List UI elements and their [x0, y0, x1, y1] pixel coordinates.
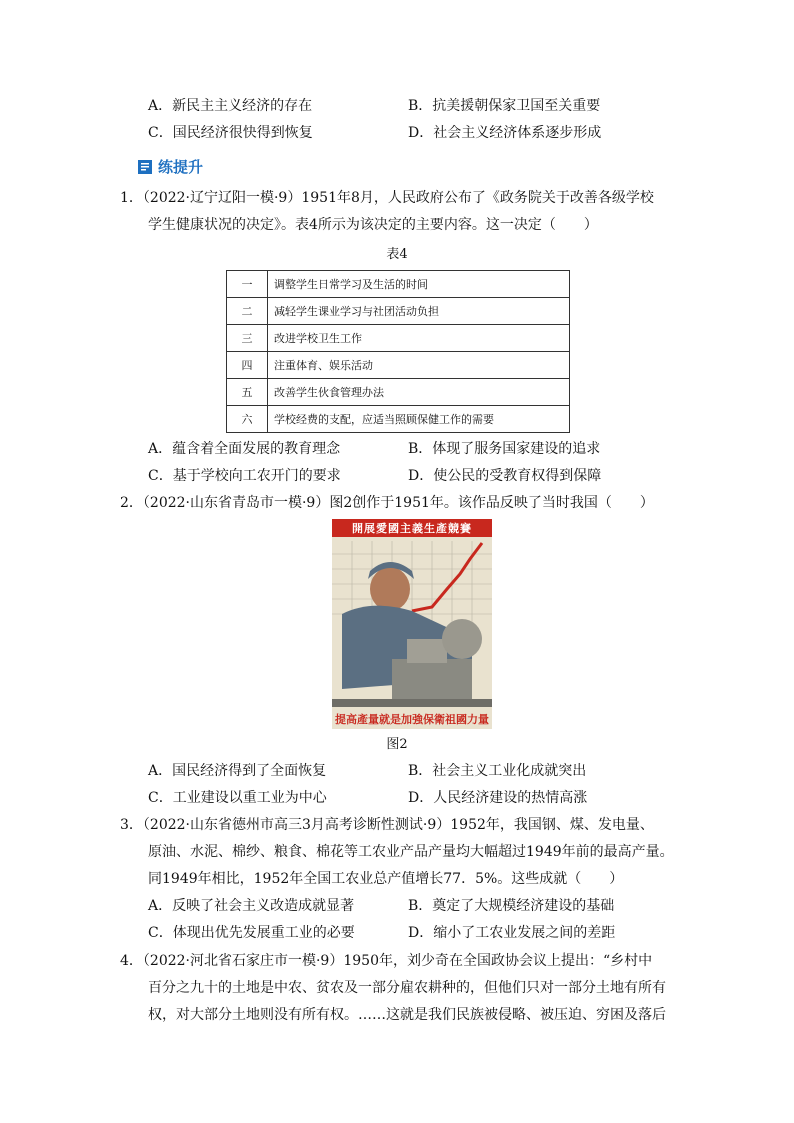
- table-row-number: 二: [227, 298, 268, 325]
- q2-option-a: A．国民经济得到了全面恢复: [148, 763, 327, 779]
- poster-top-slogan: 開展愛國主義生產競賽: [352, 522, 472, 535]
- q1-option-c: C．基于学校向工农开门的要求: [148, 468, 341, 484]
- table-row-number: 六: [227, 406, 268, 433]
- poster-bottom-slogan: 提高產量就是加強保衛祖國力量: [335, 713, 489, 726]
- q3-line2: 原油、水泥、棉纱、粮食、棉花等工农业产品产量均大幅超过1949年前的最高产量。: [148, 844, 674, 860]
- table-caption: 表4: [386, 247, 408, 262]
- poster-illustration: [332, 519, 492, 729]
- q1-line1: 1．（2022·辽宁辽阳一模·9）1951年8月，人民政府公布了《政务院关于改善各级学校: [120, 190, 654, 206]
- q3-line1: 3．（2022·山东省德州市高三3月高考诊断性测试·9）1952年，我国钢、煤、发电量、: [120, 817, 654, 833]
- table-row-number: 一: [227, 271, 268, 298]
- table-row-number: 五: [227, 379, 268, 406]
- table-row-text: 学校经费的支配，应适当照顾保健工作的需要: [268, 406, 570, 433]
- q1-option-d: D．使公民的受教育权得到保障: [408, 468, 602, 484]
- q1-option-a: A．蕴含着全面发展的教育理念: [148, 441, 341, 457]
- q2-line1: 2．（2022·山东省青岛市一模·9）图2创作于1951年。该作品反映了当时我国（ ）: [120, 495, 654, 511]
- table-row: [227, 271, 570, 298]
- table-row-number: 三: [227, 325, 268, 352]
- section-title: 练提升: [158, 158, 204, 176]
- q4-line3: 权，对大部分土地则没有所有权。……这就是我们民族被侵略、被压迫、穷困及落后: [148, 1007, 666, 1023]
- option-c: C．国民经济很快得到恢复: [148, 125, 313, 141]
- q3-option-c: C．体现出优先发展重工业的必要: [148, 925, 355, 941]
- table-row-text: 减轻学生课业学习与社团活动负担: [268, 298, 570, 325]
- q3-option-d: D．缩小了工农业发展之间的差距: [408, 925, 616, 941]
- q2-option-d: D．人民经济建设的热情高涨: [408, 790, 588, 806]
- table-4: [226, 270, 570, 433]
- q4-line2: 百分之九十的土地是中农、贫农及一部分雇农耕种的，但他们只对一部分土地有所有: [148, 980, 666, 996]
- table-row-text: 注重体育、娱乐活动: [268, 352, 570, 379]
- poster-figure: [332, 519, 492, 729]
- q4-line1: 4．（2022·河北省石家庄市一模·9）1950年，刘少奇在全国政协会议上提出：“乡村中: [120, 953, 653, 969]
- q3-line3: 同1949年相比，1952年全国工农业总产值增长77．5%。这些成就（ ）: [148, 871, 624, 887]
- book-icon: [138, 160, 152, 174]
- q2-option-b: B．社会主义工业化成就突出: [408, 763, 587, 779]
- table-row-text: 改善学生伙食管理办法: [268, 379, 570, 406]
- option-b: B．抗美援朝保家卫国至关重要: [408, 98, 601, 114]
- q1-line2: 学生健康状况的决定》。表4所示为该决定的主要内容。这一决定（ ）: [148, 217, 598, 233]
- q3-option-a: A．反映了社会主义改造成就显著: [148, 898, 355, 914]
- section-header: [138, 156, 203, 177]
- option-a: A．新民主主义经济的存在: [148, 98, 313, 114]
- q1-option-b: B．体现了服务国家建设的追求: [408, 441, 601, 457]
- option-d: D．社会主义经济体系逐步形成: [408, 125, 602, 141]
- table-row-text: 改进学校卫生工作: [268, 325, 570, 352]
- q2-option-c: C．工业建设以重工业为中心: [148, 790, 327, 806]
- q3-option-b: B．奠定了大规模经济建设的基础: [408, 898, 615, 914]
- table-row: [227, 352, 570, 379]
- table-row: [227, 379, 570, 406]
- figure-caption: 图2: [386, 737, 408, 752]
- table-row: [227, 298, 570, 325]
- table-row: [227, 406, 570, 433]
- table-row-text: 调整学生日常学习及生活的时间: [268, 271, 570, 298]
- table-row-number: 四: [227, 352, 268, 379]
- table-row: [227, 325, 570, 352]
